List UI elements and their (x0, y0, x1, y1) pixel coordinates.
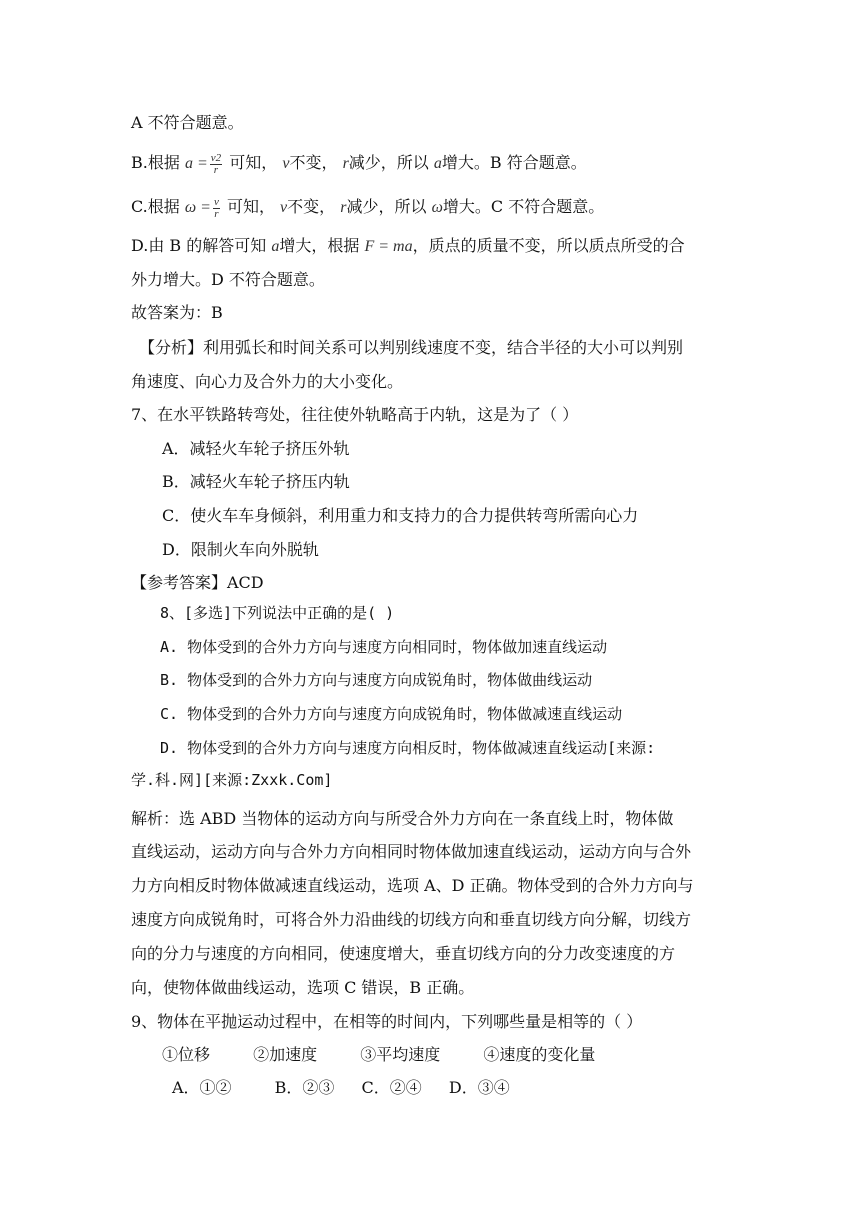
question-8-analysis-line: 向的分力与速度的方向相同，使速度增大，垂直切线方向的分力改变速度的方 (131, 944, 676, 963)
question-9-option-d: D．③④ (448, 1078, 510, 1097)
formula-angular-velocity: ω = $\frac{v}{r}$ (184, 196, 219, 220)
question-8-option-d-continued: 学.科.网][来源:Zxxk.Com] (131, 771, 333, 789)
question-8-analysis-line: 向，使物体做曲线运动，选项 C 错误，B 正确。 (131, 978, 475, 997)
question-7-option-a: A．减轻火车轮子挤压外轨 (162, 439, 350, 458)
question-8-option-c: C. 物体受到的合外力方向与速度方向成锐角时，物体做减速直线运动 (160, 705, 623, 723)
question-8-analysis-line: 力方向相反时物体做减速直线运动，选项 A、D 正确。物体受到的合外力方向与 (131, 876, 694, 895)
question-9-item: ②加速度 (253, 1045, 318, 1064)
question-8-analysis-line: 解析：选 ABD 当物体的运动方向与所受合外力方向在一条直线上时，物体做 (131, 809, 674, 828)
question-9-item: ③平均速度 (360, 1045, 441, 1064)
option-d-explanation: D.由 B 的解答可知 a增大，根据 F = ma，质点的质量不变，所以质点所受的合 (131, 236, 685, 255)
formula-centripetal-acceleration: a = $\frac{v2}{r}$ (184, 152, 222, 176)
question-9-option-a: A．①② (172, 1078, 232, 1097)
analysis-line: 角速度、向心力及合外力的大小变化。 (131, 372, 404, 391)
option-c-explanation: C.根据 ω = $\frac{v}{r}$ 可知， v不变， r减少，所以 ω增大。C 不符合题意。 (131, 196, 605, 220)
question-7-option-d: D．限制火车向外脱轨 (162, 540, 319, 559)
question-9-options (172, 1078, 510, 1098)
question-9-items (162, 1045, 595, 1065)
question-7-option-b: B．减轻火车轮子挤压内轨 (162, 472, 350, 491)
question-7-option-c: C．使火车车身倾斜，利用重力和支持力的合力提供转弯所需向心力 (162, 506, 639, 525)
question-8-analysis-line: 速度方向成锐角时，可将合外力沿曲线的切线方向和垂直切线方向分解，切线方 (131, 910, 692, 929)
analysis-line: 【分析】利用弧长和时间关系可以判别线速度不变，结合半径的大小可以判别 (139, 338, 684, 357)
question-8-option-a: A. 物体受到的合外力方向与速度方向相同时，物体做加速直线运动 (160, 638, 608, 656)
answer-line: 故答案为：B (131, 303, 223, 322)
question-9-option-b: B．②③ (274, 1078, 335, 1097)
text-line: A 不符合题意。 (131, 113, 244, 132)
question-8-analysis-line: 直线运动，运动方向与合外力方向相同时物体做加速直线运动，运动方向与合外 (131, 842, 692, 861)
option-b-explanation: B.根据 a = $\frac{v2}{r}$ 可知， v不变， r减少，所以 a增大。B 符合题意。 (131, 152, 587, 176)
question-7-answer: 【参考答案】ACD (131, 573, 264, 592)
question-8-option-b: B. 物体受到的合外力方向与速度方向成锐角时，物体做曲线运动 (160, 671, 593, 689)
question-8-option-d: D. 物体受到的合外力方向与速度方向相反时，物体做减速直线运动[来源: (160, 739, 656, 757)
text-line: 外力增大。D 不符合题意。 (131, 270, 325, 289)
question-8-stem: 8、[多选]下列说法中正确的是( ) (160, 604, 395, 622)
question-9-option-c: C．②④ (361, 1078, 422, 1097)
question-9-stem: 9、物体在平抛运动过程中，在相等的时间内，下列哪些量是相等的（ ） (131, 1012, 643, 1031)
question-9-item: ④速度的变化量 (483, 1045, 596, 1064)
question-7-stem: 7、在水平铁路转弯处，往往使外轨略高于内轨，这是为了（ ） (131, 405, 579, 424)
question-9-item: ①位移 (162, 1045, 211, 1064)
formula-newton-second-law: F = ma (364, 238, 413, 255)
